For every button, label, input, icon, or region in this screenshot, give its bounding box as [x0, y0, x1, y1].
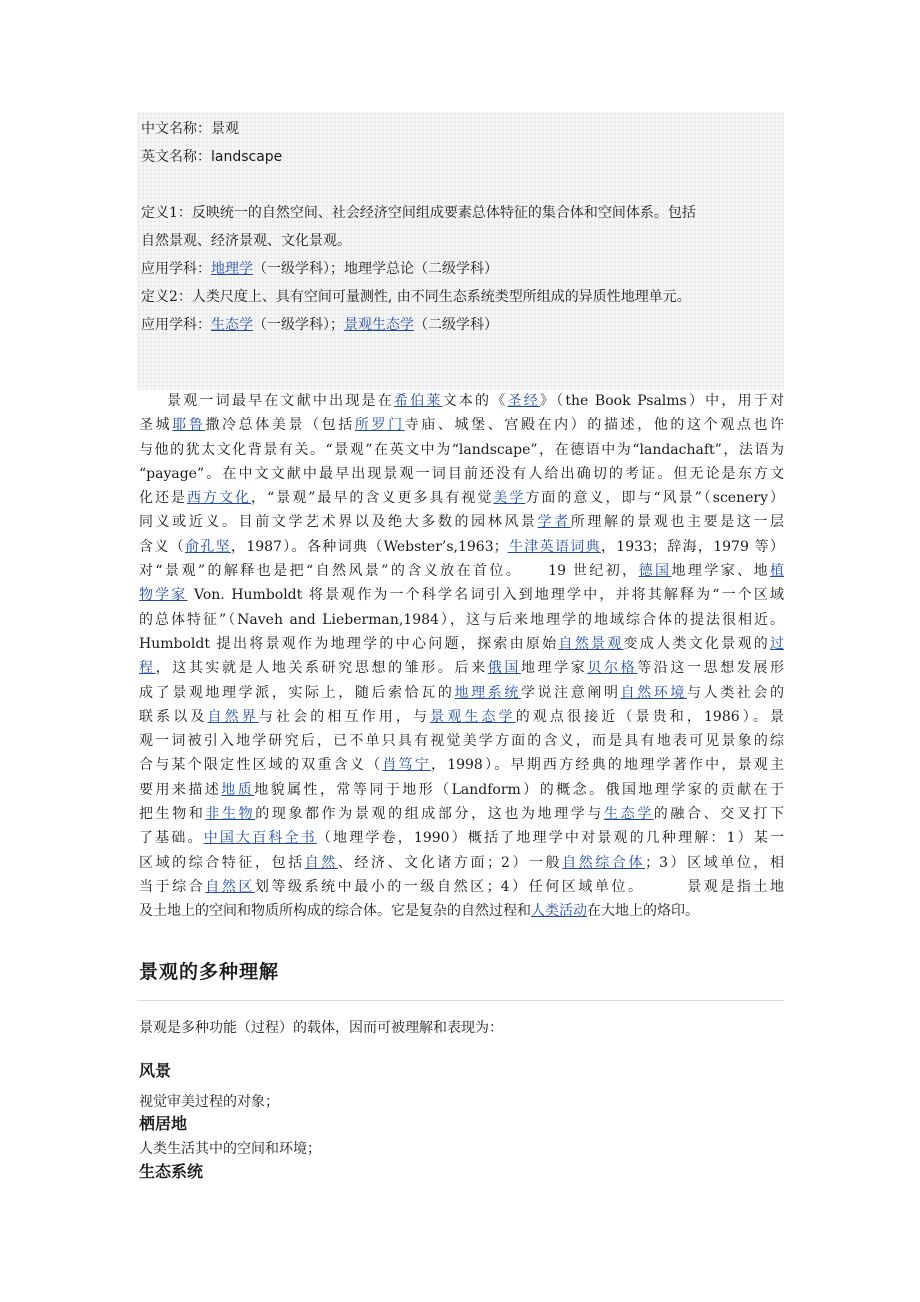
text: 》（the Book Psalms）中，用于对	[539, 393, 785, 409]
paragraph-line: “payage”。在中文文献中最早出现景观一词目前还没有人给出确切的考证。但无论是东方文	[139, 465, 784, 482]
link-process[interactable]: 程	[139, 660, 156, 677]
link-process[interactable]: 过	[770, 635, 785, 652]
text: 合与某个限定性区域的双重含义（	[139, 757, 383, 774]
english-name-label: 英文名称：	[141, 149, 211, 165]
definition-1: 定义1：反映统一的自然空间、社会经济空间组成要素总体特征的集合体和空间体系。包括	[141, 205, 696, 221]
english-name-row	[141, 147, 282, 167]
link-germany[interactable]: 德国	[638, 563, 672, 580]
paragraph-line	[139, 851, 784, 875]
link-abiotic[interactable]: 非生物	[205, 806, 256, 823]
link-botanist[interactable]: 物学家	[139, 587, 188, 604]
text: 地理学家、地	[671, 563, 771, 580]
text: ，1933；辞海，1979 等）	[600, 538, 784, 555]
text: 成了景观地理学派，实际上，随后索恰瓦的	[139, 684, 455, 701]
link-aesthetics[interactable]: 美学	[493, 490, 526, 507]
text: （地理学卷，1990）概括了地理学中对景观的几种理解：1）某一	[316, 830, 785, 847]
link-landscape-ecology[interactable]: 景观生态学	[430, 708, 516, 725]
paragraph-line	[139, 778, 784, 802]
text: 圣城	[139, 417, 173, 434]
text: 学说注意阐明	[520, 684, 621, 701]
text: 与社会的相互作用，与	[258, 708, 431, 725]
link-jerusalem[interactable]: 耶鲁	[172, 417, 206, 434]
link-geology[interactable]: 地质	[221, 781, 255, 798]
paragraph-line	[139, 632, 784, 656]
text: 对“景观”的解释也是把“自然风景”的含义放在首位。 19 世纪初，	[139, 563, 639, 580]
text: 方面的意义，即与“风景”（scenery）	[525, 490, 785, 507]
definition-2: 定义2：人类尺度上、具有空间可量测性, 由不同生态系统类型所组成的异质性地理单元。	[141, 289, 691, 305]
term-habitat: 栖居地	[139, 1114, 188, 1133]
term-ecosystem: 生态系统	[139, 1162, 204, 1181]
link-xiao-duning[interactable]: 肖笃宁	[382, 757, 431, 774]
section-intro: 景观是多种功能（过程）的载体，因而可被理解和表现为：	[139, 1020, 503, 1036]
text: ，1987）。各种词典（Webster’s,1963；	[231, 538, 508, 555]
text: ，“景观”最早的含义更多具有视觉	[251, 490, 494, 507]
section-divider	[137, 1000, 784, 1001]
link-nature[interactable]: 自然	[304, 854, 338, 871]
applied-subject-1	[141, 259, 498, 279]
link-berg[interactable]: 贝尔格	[587, 660, 638, 677]
text: 化还是	[139, 490, 188, 507]
applied-subject-2	[141, 315, 498, 335]
text: 地貌属性，常等同于地形（Landform）的概念。俄国地理学家的贡献在于	[254, 781, 785, 798]
text: 撒冷总体美景（包括	[205, 417, 355, 434]
link-hebrew[interactable]: 希伯莱	[393, 393, 443, 409]
definition-1-continued: 自然景观、经济景观、文化景观。	[141, 233, 351, 249]
text: 寺庙、城堡、宫殿在内）的描述，他的这个观点也许	[404, 417, 785, 434]
paragraph-line	[139, 559, 784, 583]
text: 及土地上的空间和物质所构成的综合体。它是复杂的自然过程和	[139, 903, 531, 920]
link-natural-landscape[interactable]: 自然景观	[558, 635, 624, 652]
link-ecology[interactable]: 生态学	[211, 317, 253, 333]
text: ；3）区域单位，相	[645, 854, 784, 871]
text: 地理学家	[520, 660, 588, 677]
paragraph-line	[139, 899, 784, 923]
text: ，1998）。早期西方经典的地理学著作中，景观主	[430, 757, 785, 774]
link-western-culture[interactable]: 西方文化	[187, 490, 252, 507]
text: ，这其实就是人地关系研究思想的雏形。后来	[155, 660, 488, 677]
paragraph-line	[139, 510, 784, 534]
section-heading: 景观的多种理解	[139, 961, 280, 983]
link-scholar[interactable]: 学者	[537, 514, 571, 531]
applied-subject-2-rest: （二级学科）	[414, 317, 498, 333]
english-name-value: landscape	[211, 149, 283, 165]
text: 、经济、文化诸方面；2）一般	[337, 854, 563, 871]
text: 要用来描述	[139, 781, 222, 798]
link-bible[interactable]: 圣经	[507, 393, 540, 409]
paragraph-line	[139, 681, 784, 705]
link-nature[interactable]: 自然界	[207, 708, 259, 725]
link-human-activity[interactable]: 人类活动	[531, 903, 587, 920]
term-scenery-description: 视觉审美过程的对象；	[139, 1094, 279, 1110]
text: 把生物和	[139, 806, 206, 823]
text: 景观一词最早在文献中出现是在	[167, 393, 394, 409]
paragraph-line	[139, 705, 784, 729]
applied-subject-1-rest: （一级学科）；地理学总论（二级学科）	[253, 261, 498, 277]
text: 文本的《	[442, 393, 508, 409]
text: 了基础。	[139, 830, 204, 847]
paragraph-line	[139, 413, 784, 437]
paragraph-line: 观一词被引入地学研究后，已不单只具有视觉美学方面的含义，而是具有地表可见景象的综	[139, 733, 784, 750]
term-scenery: 风景	[139, 1061, 172, 1080]
text: 的现象都作为景观的组成部分，这也为地理学与	[255, 806, 604, 823]
text: 含义（	[139, 538, 185, 555]
paragraph-line: 与他的犹太文化背景有关。“景观”在英文中为“landscape”，在德语中为“landachaft”，法语为	[139, 441, 784, 458]
chinese-name-row	[141, 119, 239, 139]
link-russia[interactable]: 俄国	[487, 660, 521, 677]
paragraph-line	[139, 583, 784, 607]
text: 变成人类文化景观的	[623, 635, 771, 652]
definition-box	[137, 112, 784, 390]
link-solomon[interactable]: 所罗门	[354, 417, 405, 434]
link-oxford-dictionary[interactable]: 牛津英语词典	[507, 538, 601, 555]
paragraph-line	[139, 535, 784, 559]
text: 的融合、交叉打下	[653, 806, 785, 823]
link-geosystem[interactable]: 地理系统	[454, 684, 521, 701]
paragraph-line	[139, 826, 784, 850]
text: 的观点很接近（景贵和，1986）。景	[515, 708, 785, 725]
link-yu-kongjian[interactable]: 俞孔坚	[185, 538, 231, 555]
paragraph-line	[139, 802, 784, 826]
term-habitat-description: 人类生活其中的空间和环境；	[139, 1141, 321, 1157]
link-encyclopedia[interactable]: 中国大百科全书	[203, 830, 317, 847]
text: 在大地上的烙印。	[587, 903, 699, 920]
applied-subject-label: 应用学科：	[141, 261, 211, 277]
chinese-name-label: 中文名称：	[141, 121, 211, 137]
text: Von. Humboldt 将景观作为一个科学名词引入到地理学中，并将其解释为“一个区域	[187, 587, 785, 604]
link-natural-complex[interactable]: 自然综合体	[562, 854, 646, 871]
applied-subject-label: 应用学科：	[141, 317, 211, 333]
link-geography[interactable]: 地理学	[211, 261, 253, 277]
link-landscape-ecology[interactable]: 景观生态学	[344, 317, 414, 333]
paragraph-line	[139, 389, 784, 413]
text: 当于综合	[139, 878, 206, 895]
text: 同义或近义。目前文学艺术界以及绝大多数的园林风景	[139, 514, 538, 531]
link-natural-region[interactable]: 自然区	[205, 878, 255, 895]
paragraph-line: 的总体特征”（Naveh and Lieberman,1984），这与后来地理学的地域综合体的提法很相近。	[139, 611, 784, 628]
text: 区域的综合特征，包括	[139, 854, 305, 871]
paragraph-line	[139, 753, 784, 777]
text: 划等级系统中最小的一级自然区；4）任何区域单位。 景观是指土地	[254, 878, 785, 895]
main-paragraph	[139, 389, 784, 924]
text: 等沿这一思想发展形	[637, 660, 785, 677]
paragraph-line	[139, 486, 784, 510]
paragraph-line	[139, 875, 784, 899]
chinese-name-value: 景观	[211, 121, 239, 137]
text: Humboldt 提出将景观作为地理学的中心问题，探索由原始	[139, 635, 559, 652]
link-ecology[interactable]: 生态学	[603, 806, 654, 823]
applied-subject-2-mid: （一级学科）；	[253, 317, 344, 333]
text: 联系以及	[139, 708, 208, 725]
paragraph-line	[139, 656, 784, 680]
text: 所理解的景观也主要是这一层	[570, 514, 785, 531]
link-botanist[interactable]: 植	[770, 563, 785, 580]
link-natural-environment[interactable]: 自然环境	[620, 684, 687, 701]
text: 与人类社会的	[686, 684, 785, 701]
